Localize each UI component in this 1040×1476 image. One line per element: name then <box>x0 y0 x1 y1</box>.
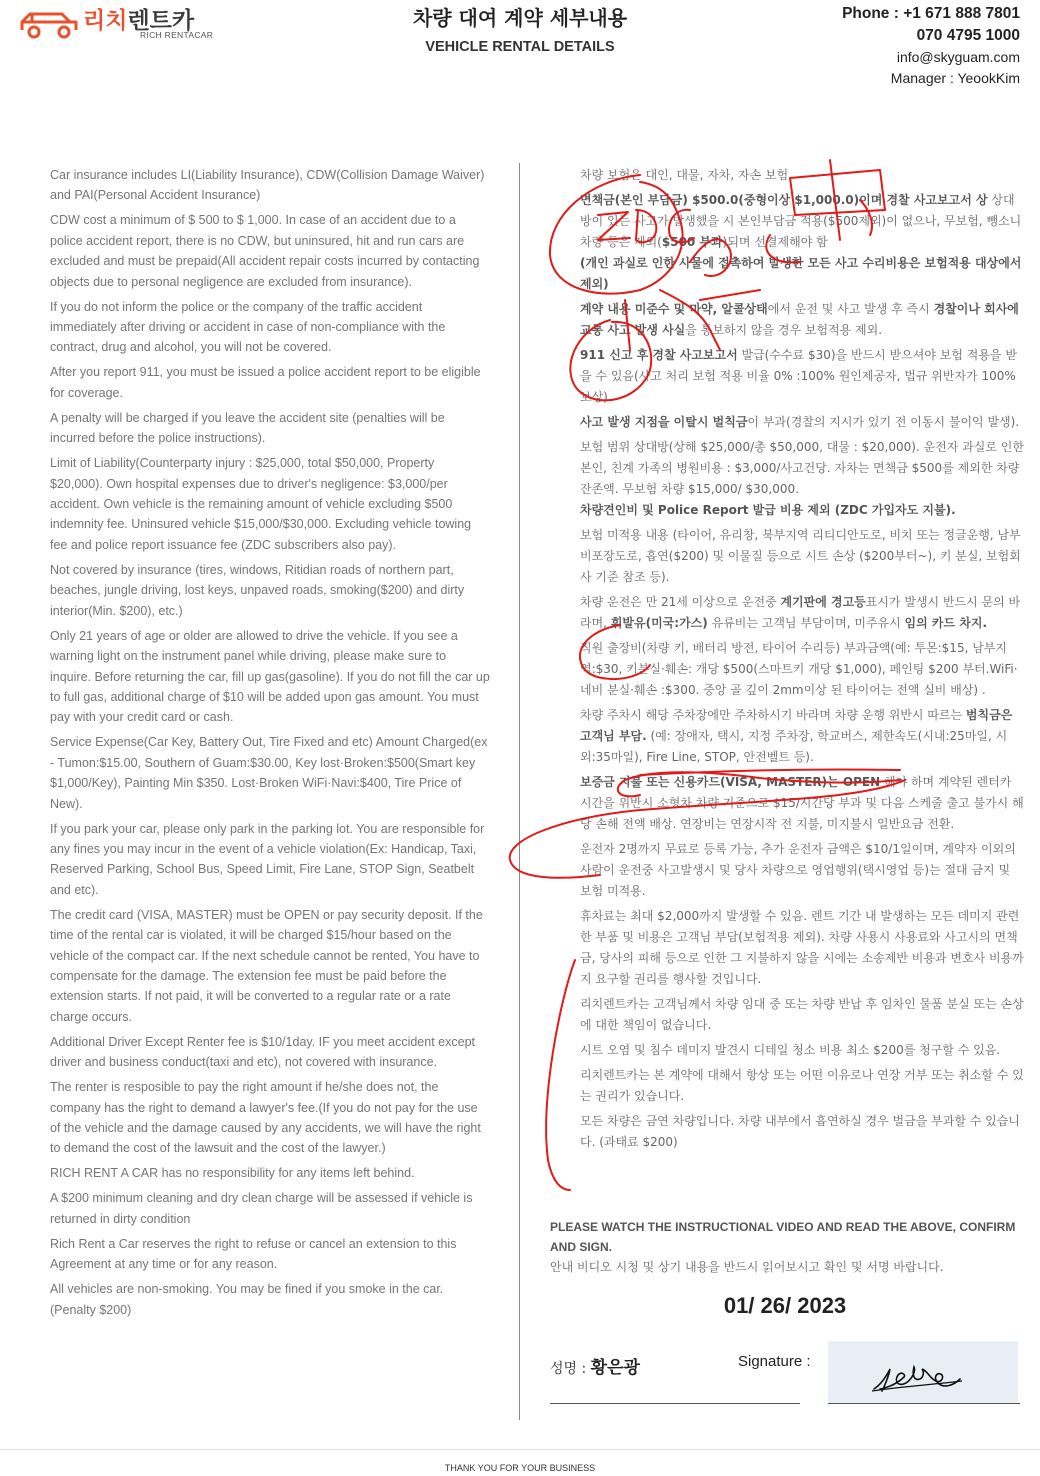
term-ko: 911 신고 후 경찰 사고보고서 발급(수수료 $30)을 반드시 받으셔야 보험 적용을 받을 수 있음(사고 처리 보험 적용 비율 0% :100% 원인제공자, 법규 위반자가 100% 보상). <box>580 348 1017 404</box>
term-en: Additional Driver Except Renter fee is $10/1day. IF you meet accident except driver and business conduct(taxi and etc), not covered with insurance. <box>50 1034 475 1070</box>
email: info@skyguam.com <box>896 49 1020 65</box>
term-ko: 모든 차량은 금연 차량입니다. 차량 내부에서 흡연하실 경우 벌금을 부과할 수 있습니다. (과태료 $200) <box>580 1114 1020 1149</box>
pen-bracket-bottom <box>546 960 575 1190</box>
term-en: Only 21 years of age or older are allowed to drive the vehicle. If you see a warning light on the instrument panel while driving, please make sure to inquire. Before returning the car, fill up gas(gasoline). If you do not fill the car up to full gas, additional charge of $10 will be added upon gas amount. You must pay with your credit card or cash. <box>50 628 490 725</box>
document-title <box>320 2 720 55</box>
term-en: CDW cost a minimum of $ 500 to $ 1,000. In case of an accident due to a police accident report, there is no CDW, but uninsured, hit and run cars are excluded and must be prepaid(All accident repair costs incurred by contacting objects due to personal negligence are excluded from insurance). <box>50 213 480 289</box>
term-en: The renter is resposible to pay the right amount if he/she does not, the company has the right to demand a lawyer's fee.(If you do not pay for the use of the vehicle and the damage caused by any accidents, we will have the right to demand the cost of the lawsuit and the cost of the lawyer.) <box>50 1080 481 1156</box>
term-ko: 차량 보험은 대인, 대물, 자차, 자손 보험 <box>580 168 789 182</box>
brand-name-en: RICH RENTACAR <box>140 30 214 40</box>
term-ko: 보증금 지불 또는 신용카드(VISA, MASTER)는 OPEN 해야 하며 계약된 렌터카 시간을 위반시 소형차 차량 기준으로 $15/시간당 부과 및 다음 스케줄 출고 불가시 해당 손해 전액 배상. 연장비는 연장시작 전 지불, 미지불시 일반요금 전환. <box>580 775 1024 831</box>
terms-english <box>50 165 490 1325</box>
term-en: The credit card (VISA, MASTER) must be OPEN or pay security deposit. If the time of the rental car is violated, it will be charged $15/hour based on the vehicle of the compact car. If the next schedule cannot be rented, You have to compensate for the damage. The extension fee must be paid before the extension starts. If not paid, it will be converted to a regular rate or a rate charge occurs. <box>50 907 483 1024</box>
term-en: Service Expense(Car Key, Battery Out, Tire Fixed and etc) Amount Charged(ex - Tumon:$15.00, Southern of Guam:$30.00, Key lost·Broken:$500(Smart key $1,000/Key), Painting Min $350. Lost·Broken WiFi·Navi:$400, Tire Price of New). <box>50 735 488 811</box>
term-ko: 시트 오염 및 침수 데미지 발견시 디테일 청소 비용 최소 $200를 청구할 수 있음. <box>580 1043 1001 1057</box>
term-ko: 보험 범위 상대방(상해 $25,000/총 $50,000, 대물 : $20,000). 운전자 과실로 인한 본인, 친계 가족의 병원비용 : $3,000/사고건당. 자차는 면책금 $500를 제외한 차량 잔존액. 무보험 차량 $15,000/ $30,000. 차량견인비 및 Police Report 발급 비용 제외 (ZDC 가입자도 지불). <box>580 440 1024 517</box>
manager: Manager : YeookKim <box>890 70 1020 86</box>
phone: Phone : +1 671 888 7801 <box>842 5 1020 22</box>
handwritten-signature <box>828 1341 1018 1403</box>
term-en: RICH RENT A CAR has no responsibility for any items left behind. <box>50 1166 415 1181</box>
phone-secondary: 070 4795 1000 <box>916 27 1020 44</box>
confirmation-notice <box>550 1217 1020 1277</box>
terms-korean <box>580 165 1025 1157</box>
term-ko: 보험 미적용 내용 (타이어, 유리창, 북부지역 리티디안도로, 비치 또는 정글운행, 남부 비포장도로, 흡연($200) 및 이물질 등으로 시트 손상 ($200부터~), 키 분실, 보험회사 기준 참조 등). <box>580 528 1021 584</box>
term-en: Car insurance includes LI(Liability Insurance), CDW(Collision Damage Waiver) and PAI(Personal Accident Insurance) <box>50 168 485 203</box>
term-ko: 휴차료는 최대 $2,000까지 발생할 수 있음. 렌트 기간 내 발생하는 모든 데미지 관련한 부품 및 비용은 고객님 부담(보험적용 제외). 차량 사용시 사용료와 사고시의 면책금, 당사의 피해 등으로 인한 그 지불하지 않을 시에는 소송제반 비용과 변호사 비용까지 요구할 권리를 행사할 것입니다. <box>580 909 1024 986</box>
term-en: Rich Rent a Car reserves the right to refuse or cancel an extension to this Agreement at any time or for any reason. <box>50 1236 457 1272</box>
term-en: A penalty will be charged if you leave the accident site (penalties will be incurred before the police instructions). <box>50 410 445 446</box>
term-en: Limit of Liability(Counterparty injury : $25,000, total $50,000, Property $20,000). Own hospital expenses due to driver's negligence: $3,000/per accident. Own vehicle is the remaining amount of vehicle excluding $500 indemnity fee. Uninsured vehicle $15,000/$30,000. Excluding vehicle towing fee and police report issuance fee (ZDC subscribers also pay). <box>50 456 472 552</box>
term-en: If you park your car, please only park in the parking lot. You are responsible for any fines you may incur in the event of a vehicle violation(Ex: Handicap, Taxi, Reserved Parking, School Bus, Speed Limit, Fire Lane, STOP Sign, Seatbelt and etc). <box>50 821 485 897</box>
term-ko: 운전자 2명까지 무료로 등록 가능, 추가 운전자 금액은 $10/1일이며, 계약자 이외의 사람이 운전중 사고발생시 및 당사 차량으로 영업행위(택시영업 등)는 절대 금지 및 보험 미적용. <box>580 842 1016 898</box>
notice-en: PLEASE WATCH THE INSTRUCTIONAL VIDEO AND READ THE ABOVE, CONFIRM AND SIGN. <box>550 1220 1016 1254</box>
term-ko: 리치렌트카는 고객님께서 차량 임대 중 또는 차량 반납 후 임차인 물품 분실 또는 손상에 대한 책임이 없습니다. <box>580 997 1024 1032</box>
term-en: A $200 minimum cleaning and dry clean charge will be assessed if vehicle is returned in dirty condition <box>50 1191 473 1226</box>
contact-info <box>842 3 1020 89</box>
term-ko: 사고 발생 지점을 이탈시 벌칙금이 부과(경찰의 지시가 있기 전 이동시 불이익 발생). <box>580 415 1020 429</box>
name-underline <box>550 1403 800 1404</box>
name-label: 성명 : 황은광 <box>550 1358 640 1378</box>
customer-name: 황은광 <box>590 1358 640 1378</box>
footer-divider <box>0 1449 1040 1450</box>
term-ko: 면책금(본인 부담금) $500.0(중형이상 $1,000.0)이며 경찰 사고보고서 상 상대방이 있는 사고가 발생했을 시 본인부담금 적용($500제외)이 없으나, 무보험, 뺑소니 차량 등은 제외($500 부과)되며 선결제해야 함 (개인 과실로 인한 사물에 접촉하여 발생한 모든 사고 수리비용은 보험적용 대상에서 제외) <box>580 193 1022 291</box>
column-divider <box>519 163 520 1420</box>
term-en: Not covered by insurance (tires, windows, Ritidian roads of northern part, beaches, jungle driving, lost keys, unpaved roads, smoking($200) and dirty interior(Min. $200), etc.) <box>50 562 465 618</box>
term-ko: 차량 주차시 해당 주차장에만 주차하시기 바라며 차량 운행 위반시 따르는 범칙금은 고객님 부담. (예: 장애자, 택시, 지정 주차장, 학교버스, 제한속도(시내:25마일, 시외:35마일), Fire Line, STOP, 안전벨트 등). <box>580 708 1013 764</box>
signature-underline <box>828 1403 1020 1404</box>
title-ko: 차량 대여 계약 세부내용 <box>412 6 628 30</box>
car-logo-icon <box>18 4 80 42</box>
term-en: After you report 911, you must be issued a police accident report to be eligible for coverage. <box>50 365 481 400</box>
signature-label: Signature : <box>738 1353 811 1370</box>
brand-name-ko: 리치렌트카 <box>83 8 195 34</box>
term-ko: 직원 출장비(차량 키, 배터리 방전, 타이어 수리등) 부과금액(예: 투몬:$15, 남부지역:$30, 키분실·훼손: 개당 $500(스마트키 개당 $1,000), 페인팅 $200 부터.WiFi·네비 분실·훼손 :$300. 중앙 골 깊이 2mm이상 된 타이어는 전액 실비 배상) . <box>580 641 1018 697</box>
term-en: All vehicles are non-smoking. You may be fined if you smoke in the car. (Penalty $200) <box>50 1282 444 1317</box>
title-en: VEHICLE RENTAL DETAILS <box>425 39 615 55</box>
footer-text: THANK YOU FOR YOUR BUSINESS <box>444 1463 596 1473</box>
signature-row <box>550 1341 1020 1407</box>
notice-ko: 안내 비디오 시청 및 상기 내용을 반드시 읽어보시고 확인 및 서명 바랍니다. <box>550 1260 944 1274</box>
contract-date: 01/ 26/ 2023 <box>723 1293 847 1318</box>
brand-logo <box>18 2 238 46</box>
signature-box[interactable] <box>828 1341 1018 1403</box>
term-ko: 리치렌트카는 본 계약에 대해서 항상 또는 어떤 이유로나 연장 거부 또는 취소할 수 있는 권리가 있습니다. <box>580 1068 1024 1103</box>
term-ko: 차량 운전은 만 21세 이상으로 운전중 계기판에 경고등표시가 발생시 반드시 문의 바라며, 휘발유(미국:가스) 유류비는 고객님 부담이며, 미주유시 임의 카드 차지. <box>580 595 1021 630</box>
term-en: If you do not inform the police or the company of the traffic accident immediately after driving or accident in case of non-compliance with the contract, drug and alcohol, you will not be covered. <box>50 299 446 355</box>
term-ko: 계약 내용 미준수 및 마약, 알콜상태에서 운전 및 사고 발생 후 즉시 경찰이나 회사에 교통 사고 발생 사실을 통보하지 않을 경우 보험적용 제외. <box>580 302 1019 337</box>
